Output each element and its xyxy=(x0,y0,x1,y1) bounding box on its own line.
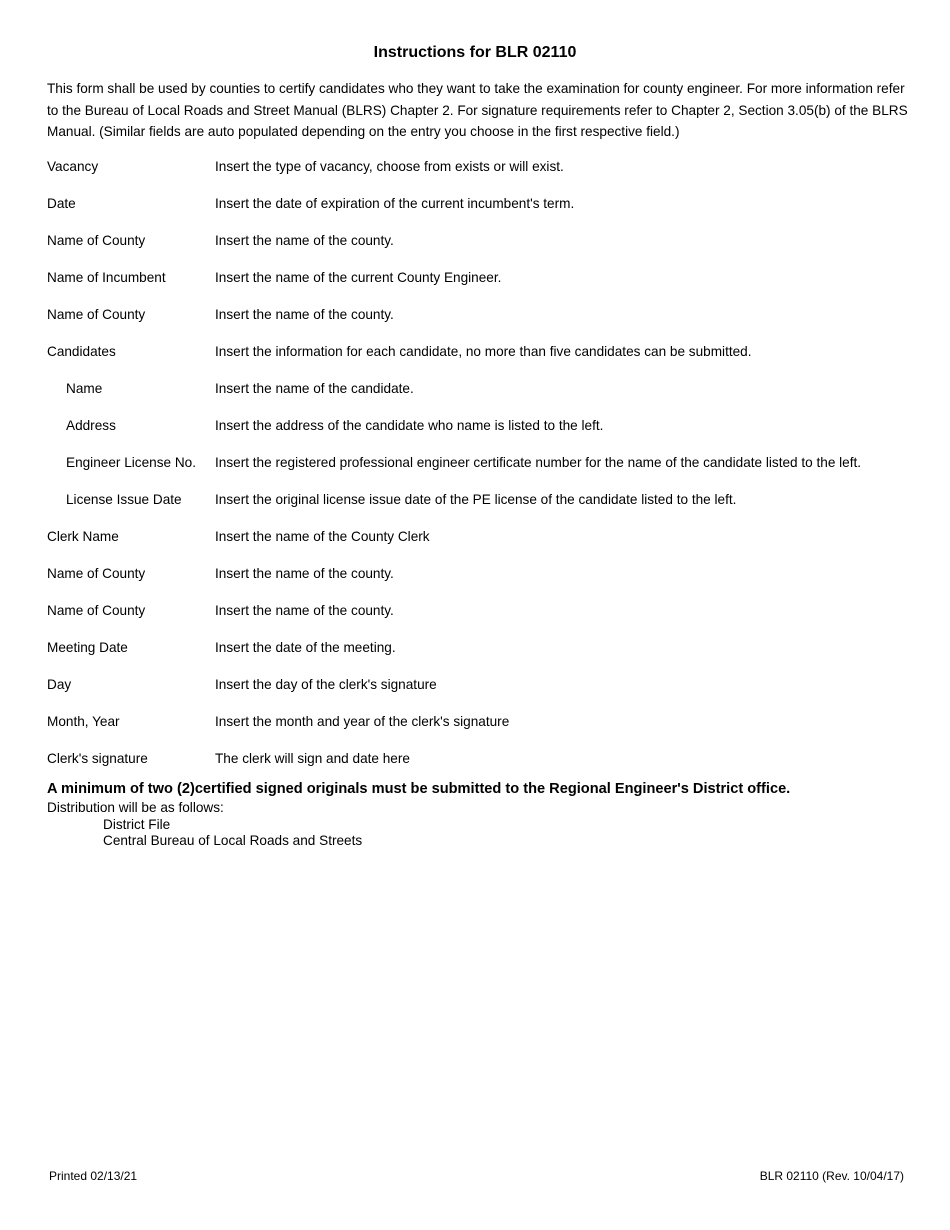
field-label: Date xyxy=(47,196,76,211)
printed-date: Printed 02/13/21 xyxy=(49,1169,138,1183)
field-description: Insert the registered professional engineer certificate number for the name of the candidate listed to the left. xyxy=(215,455,862,470)
field-label: Name xyxy=(66,381,103,396)
field-label: Name of County xyxy=(47,566,146,581)
distribution-item: Central Bureau of Local Roads and Streets xyxy=(103,833,363,848)
field-label: Name of County xyxy=(47,307,146,322)
field-label: Clerk Name xyxy=(47,529,119,544)
field-label: Name of Incumbent xyxy=(47,270,166,285)
submission-notice: A minimum of two (2)certified signed originals must be submitted to the Regional Engineer's District office. xyxy=(47,781,791,797)
form-id: BLR 02110 (Rev. 10/04/17) xyxy=(759,1169,904,1183)
field-description: Insert the date of expiration of the current incumbent's term. xyxy=(215,196,575,211)
field-label: Name of County xyxy=(47,233,146,248)
field-description: Insert the original license issue date of the PE license of the candidate listed to the left. xyxy=(215,492,737,507)
instruction-row-candidates xyxy=(47,342,927,379)
instruction-row-license-date xyxy=(47,490,927,527)
distribution-heading: Distribution will be as follows: xyxy=(47,800,224,815)
field-label: Meeting Date xyxy=(47,640,128,655)
instruction-row-vacancy xyxy=(47,157,927,194)
field-label: Engineer License No. xyxy=(66,455,196,470)
page-title: Instructions for BLR 02110 xyxy=(373,44,577,61)
field-description: Insert the name of the county. xyxy=(215,603,394,618)
instruction-row-incumbent xyxy=(47,268,927,305)
instruction-row-date xyxy=(47,194,927,231)
instruction-row-county-3 xyxy=(47,564,927,601)
distribution-list xyxy=(47,800,362,850)
instruction-row-county-2 xyxy=(47,305,927,342)
field-description: The clerk will sign and date here xyxy=(215,751,410,766)
instruction-row-month-year xyxy=(47,712,927,749)
instruction-row-candidate-name xyxy=(47,379,927,416)
field-description: Insert the type of vacancy, choose from exists or will exist. xyxy=(215,159,564,174)
field-description: Insert the address of the candidate who name is listed to the left. xyxy=(215,418,604,433)
instruction-row-license-no xyxy=(47,453,927,490)
field-description: Insert the month and year of the clerk's signature xyxy=(215,714,510,729)
field-description: Insert the name of the county. xyxy=(215,566,394,581)
field-label: Address xyxy=(66,418,116,433)
instruction-row-candidate-address xyxy=(47,416,927,453)
field-description: Insert the name of the county. xyxy=(215,307,394,322)
intro-paragraph: This form shall be used by counties to certify candidates who they want to take the examination for county engineer. For more information refer to the Bureau of Local Roads and Street Manual (BLRS) Chapter 2. For signature requirements refer to Chapter 2, Section 3.05(b) of the BLRS Manual. (Similar fields are auto populated depending on the entry you choose in the first respective field.) xyxy=(47,81,908,139)
field-description: Insert the name of the candidate. xyxy=(215,381,414,396)
field-label: Name of County xyxy=(47,603,146,618)
field-label: Vacancy xyxy=(47,159,99,174)
field-description: Insert the day of the clerk's signature xyxy=(215,677,437,692)
field-label: Clerk's signature xyxy=(47,751,148,766)
distribution-item: District File xyxy=(103,816,171,832)
field-description: Insert the information for each candidate, no more than five candidates can be submitted. xyxy=(215,344,752,359)
instruction-row-day xyxy=(47,675,927,712)
field-description: Insert the date of the meeting. xyxy=(215,640,396,655)
field-description: Insert the name of the County Clerk xyxy=(215,529,430,544)
field-description: Insert the name of the county. xyxy=(215,233,394,248)
field-label: Day xyxy=(47,677,72,692)
instruction-row-county-1 xyxy=(47,231,927,268)
field-label: Month, Year xyxy=(47,714,120,729)
instruction-row-county-4 xyxy=(47,601,927,638)
field-description: Insert the name of the current County Engineer. xyxy=(215,270,502,285)
instruction-row-clerk-name xyxy=(47,527,927,564)
instruction-row-meeting-date xyxy=(47,638,927,675)
instruction-list xyxy=(47,157,927,786)
field-label: License Issue Date xyxy=(66,492,182,507)
field-label: Candidates xyxy=(47,344,116,359)
